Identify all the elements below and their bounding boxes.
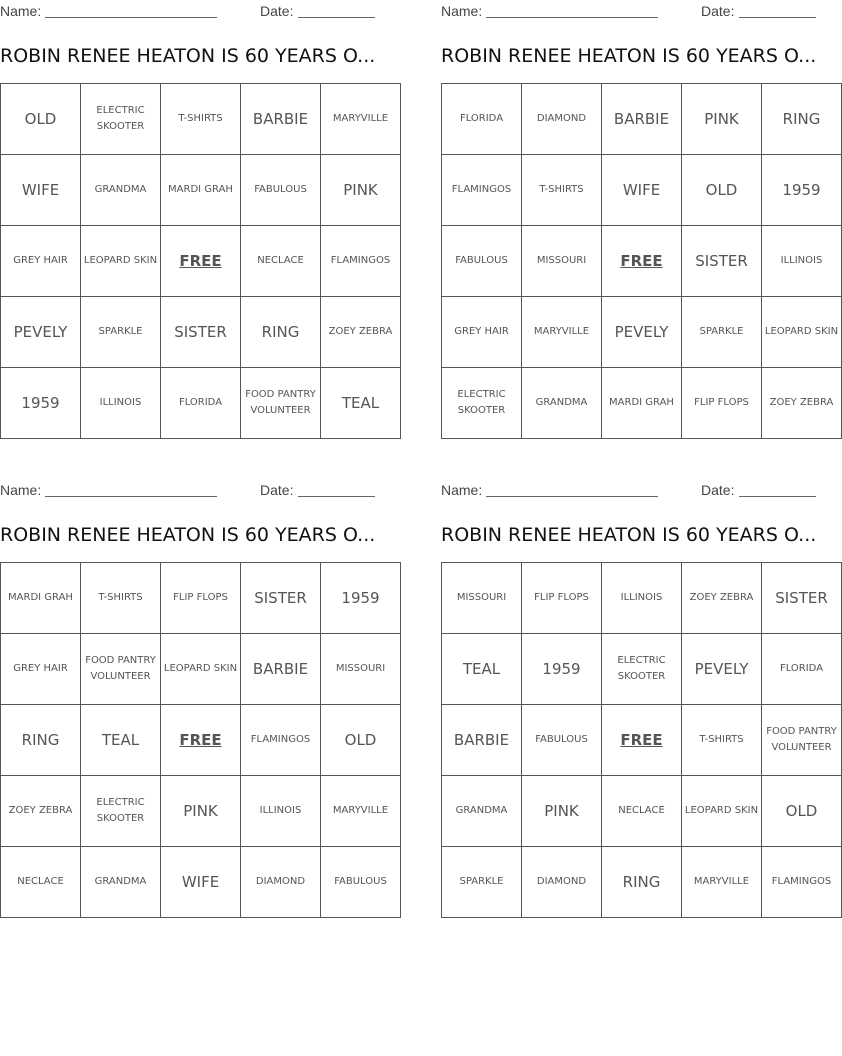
bingo-square: FABULOUS [241, 155, 321, 226]
bingo-square: DIAMOND [522, 847, 602, 918]
bingo-square: DIAMOND [241, 847, 321, 918]
bingo-square: MARDI GRAH [161, 155, 241, 226]
bingo-square: TEAL [321, 368, 401, 439]
grid-row [1, 705, 401, 776]
grid-row [1, 368, 401, 439]
bingo-square: ELECTRIC SKOOTER [81, 776, 161, 847]
grid-row [442, 634, 842, 705]
bingo-card [0, 479, 389, 891]
grid-row [442, 84, 842, 155]
grid-row [1, 776, 401, 847]
bingo-square: NECLACE [602, 776, 682, 847]
bingo-square: LEOPARD SKIN [762, 297, 842, 368]
bingo-square: NECLACE [1, 847, 81, 918]
bingo-square: SISTER [161, 297, 241, 368]
bingo-square: OLD [682, 155, 762, 226]
bingo-square: ILLINOIS [762, 226, 842, 297]
bingo-square: LEOPARD SKIN [81, 226, 161, 297]
bingo-square: 1959 [1, 368, 81, 439]
free-square: FREE [602, 226, 682, 297]
date-line [298, 496, 375, 497]
name-line [486, 17, 658, 18]
bingo-square: GRANDMA [81, 155, 161, 226]
grid-row [1, 84, 401, 155]
bingo-square: MARYVILLE [321, 776, 401, 847]
card-header [441, 479, 816, 501]
grid-row [1, 155, 401, 226]
grid-row [442, 368, 842, 439]
grid-row [442, 155, 842, 226]
bingo-square: RING [241, 297, 321, 368]
bingo-square: FLAMINGOS [321, 226, 401, 297]
bingo-square: MISSOURI [442, 563, 522, 634]
bingo-square: PEVELY [682, 634, 762, 705]
bingo-square: GRANDMA [522, 368, 602, 439]
bingo-square: MARDI GRAH [602, 368, 682, 439]
bingo-grid [441, 562, 842, 918]
date-label: Date: [701, 482, 735, 498]
grid-row [442, 226, 842, 297]
date-line [739, 17, 816, 18]
free-square: FREE [161, 705, 241, 776]
name-label: Name: [441, 482, 483, 498]
bingo-square: ILLINOIS [81, 368, 161, 439]
bingo-square: PINK [682, 84, 762, 155]
bingo-square: ZOEY ZEBRA [321, 297, 401, 368]
bingo-square: T-SHIRTS [682, 705, 762, 776]
free-square: FREE [602, 705, 682, 776]
name-line [486, 496, 658, 497]
grid-row [442, 563, 842, 634]
bingo-square: WIFE [161, 847, 241, 918]
bingo-card [441, 479, 837, 891]
bingo-square: SPARKLE [442, 847, 522, 918]
bingo-square: FLIP FLOPS [682, 368, 762, 439]
bingo-square: ZOEY ZEBRA [1, 776, 81, 847]
bingo-square: OLD [321, 705, 401, 776]
bingo-square: MISSOURI [522, 226, 602, 297]
bingo-square: PINK [321, 155, 401, 226]
bingo-grid [0, 83, 401, 439]
bingo-square: BARBIE [602, 84, 682, 155]
bingo-square: FABULOUS [522, 705, 602, 776]
bingo-square: FOOD PANTRY VOLUNTEER [241, 368, 321, 439]
grid-row [1, 847, 401, 918]
bingo-square: LEOPARD SKIN [682, 776, 762, 847]
bingo-square: PINK [522, 776, 602, 847]
date-label: Date: [701, 3, 735, 19]
bingo-square: T-SHIRTS [161, 84, 241, 155]
bingo-square: FLORIDA [762, 634, 842, 705]
bingo-square: 1959 [762, 155, 842, 226]
bingo-square: PEVELY [1, 297, 81, 368]
bingo-square: FLAMINGOS [762, 847, 842, 918]
bingo-square: SISTER [762, 563, 842, 634]
bingo-square: ELECTRIC SKOOTER [442, 368, 522, 439]
free-square: FREE [161, 226, 241, 297]
bingo-square: MARYVILLE [682, 847, 762, 918]
bingo-square: FABULOUS [321, 847, 401, 918]
bingo-square: OLD [762, 776, 842, 847]
bingo-square: MARYVILLE [522, 297, 602, 368]
bingo-square: WIFE [1, 155, 81, 226]
grid-row [442, 705, 842, 776]
name-line [45, 17, 217, 18]
bingo-grid [0, 562, 401, 918]
bingo-square: RING [762, 84, 842, 155]
bingo-square: RING [602, 847, 682, 918]
card-title: ROBIN RENEE HEATON IS 60 YEARS O... [0, 524, 376, 546]
card-title: ROBIN RENEE HEATON IS 60 YEARS O... [441, 45, 817, 67]
bingo-square: ILLINOIS [602, 563, 682, 634]
bingo-card [0, 0, 393, 416]
bingo-square: ELECTRIC SKOOTER [602, 634, 682, 705]
bingo-square: FLAMINGOS [442, 155, 522, 226]
bingo-square: MARYVILLE [321, 84, 401, 155]
bingo-square: ELECTRIC SKOOTER [81, 84, 161, 155]
card-title: ROBIN RENEE HEATON IS 60 YEARS O... [0, 45, 376, 67]
grid-row [442, 297, 842, 368]
bingo-square: SISTER [241, 563, 321, 634]
bingo-square: GRANDMA [81, 847, 161, 918]
bingo-square: GRANDMA [442, 776, 522, 847]
bingo-square: BARBIE [241, 84, 321, 155]
bingo-square: FOOD PANTRY VOLUNTEER [81, 634, 161, 705]
bingo-square: ZOEY ZEBRA [762, 368, 842, 439]
grid-row [1, 226, 401, 297]
bingo-square: DIAMOND [522, 84, 602, 155]
bingo-square: ILLINOIS [241, 776, 321, 847]
bingo-card [441, 0, 839, 416]
bingo-square: SPARKLE [81, 297, 161, 368]
card-title: ROBIN RENEE HEATON IS 60 YEARS O... [441, 524, 817, 546]
name-label: Name: [441, 3, 483, 19]
bingo-square: FLORIDA [161, 368, 241, 439]
bingo-square: 1959 [522, 634, 602, 705]
card-header [0, 479, 375, 501]
bingo-square: TEAL [442, 634, 522, 705]
bingo-square: FABULOUS [442, 226, 522, 297]
bingo-square: FOOD PANTRY VOLUNTEER [762, 705, 842, 776]
bingo-square: BARBIE [442, 705, 522, 776]
bingo-square: FLIP FLOPS [161, 563, 241, 634]
bingo-square: T-SHIRTS [81, 563, 161, 634]
bingo-square: FLORIDA [442, 84, 522, 155]
bingo-square: MISSOURI [321, 634, 401, 705]
bingo-square: T-SHIRTS [522, 155, 602, 226]
grid-row [1, 563, 401, 634]
grid-row [1, 297, 401, 368]
bingo-square: OLD [1, 84, 81, 155]
bingo-square: SPARKLE [682, 297, 762, 368]
bingo-square: GREY HAIR [1, 634, 81, 705]
bingo-square: WIFE [602, 155, 682, 226]
date-label: Date: [260, 3, 294, 19]
bingo-square: ZOEY ZEBRA [682, 563, 762, 634]
bingo-square: MARDI GRAH [1, 563, 81, 634]
bingo-square: 1959 [321, 563, 401, 634]
card-header [0, 0, 375, 22]
name-label: Name: [0, 3, 42, 19]
date-line [298, 17, 375, 18]
bingo-square: SISTER [682, 226, 762, 297]
bingo-square: FLAMINGOS [241, 705, 321, 776]
name-line [45, 496, 217, 497]
grid-row [1, 634, 401, 705]
grid-row [442, 776, 842, 847]
date-label: Date: [260, 482, 294, 498]
date-line [739, 496, 816, 497]
bingo-square: PEVELY [602, 297, 682, 368]
bingo-square: GREY HAIR [1, 226, 81, 297]
bingo-square: PINK [161, 776, 241, 847]
bingo-grid [441, 83, 842, 439]
grid-row [442, 847, 842, 918]
bingo-square: TEAL [81, 705, 161, 776]
bingo-square: LEOPARD SKIN [161, 634, 241, 705]
bingo-square: BARBIE [241, 634, 321, 705]
name-label: Name: [0, 482, 42, 498]
bingo-square: FLIP FLOPS [522, 563, 602, 634]
card-header [441, 0, 816, 22]
bingo-square: RING [1, 705, 81, 776]
bingo-square: NECLACE [241, 226, 321, 297]
bingo-square: GREY HAIR [442, 297, 522, 368]
